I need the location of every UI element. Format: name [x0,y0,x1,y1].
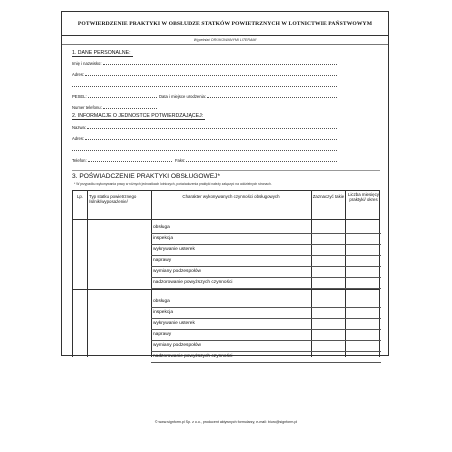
header-lp: Lp. [76,194,84,199]
footer: © www.signform.pl Sp. z o.o., producent aktywnych formularzy, e-mail: biuro@signform.pl [154,420,298,424]
activity-label: wymiany podzespołów [153,269,201,274]
activity-row[interactable] [151,267,381,278]
activity-row[interactable] [151,330,381,341]
unit-fax-field[interactable] [175,157,337,163]
pesel-label: PESEL: [72,94,87,99]
birth-field[interactable] [159,93,337,99]
phone-field[interactable] [72,104,157,110]
activity-label: obsługa [153,299,170,304]
unit-address-field-2[interactable] [72,146,337,151]
pesel-field[interactable] [72,93,157,99]
unit-fax-label: Faks: [175,158,186,163]
name-field[interactable] [72,60,337,66]
activity-label: inspekcja [153,310,173,315]
section1-heading: 1. DANE PERSONALNE: [72,50,131,56]
activity-label: naprawy [153,258,172,263]
activity-row[interactable] [151,245,381,256]
activity-row[interactable] [151,352,381,363]
header-type: Typ statku powietrznego /silnik/wyposażenie/ [89,194,137,204]
unit-name-field[interactable] [72,124,337,130]
activity-label: nadzorowanie powyższych czynności [153,280,233,285]
fill-note: Wypełniać DRUKOWANYMI LITERAMI [62,37,388,45]
address-field[interactable] [72,71,337,77]
activity-label: inspekcja [153,236,173,241]
activity-label: naprawy [153,332,172,337]
activity-row[interactable] [151,234,381,245]
header-character: Charakter wykonywanych czynności obsługowych [182,194,280,199]
activity-row[interactable] [151,319,381,330]
form-title: POTWIERDZENIE PRAKTYKI W OBSŁUDZE STATKÓW POWIETRZNYCH W LOTNICTWIE PAŃSTWOWYM [62,12,388,36]
address-field-2[interactable] [72,82,337,87]
birth-label: Data i miejsce urodzenia: [159,94,207,99]
name-label: Imię i nazwisko: [72,61,102,66]
activity-label: wymiany podzespołów [153,343,201,348]
activity-row[interactable] [151,256,381,267]
activity-label: wykrywanie usterek [153,321,195,326]
activity-row[interactable] [151,278,381,289]
address-label: Adres: [72,72,85,77]
section-divider [72,170,380,171]
unit-address-label: Adres: [72,136,85,141]
unit-name-label: Nazwa: [72,125,86,130]
activity-row[interactable] [151,223,381,234]
activity-label: obsługa [153,225,170,230]
section2-heading: 2. INFORMACJE O JEDNOSTCE POTWIERDZAJĄCEJ: [72,113,204,119]
activity-row[interactable] [151,308,381,319]
form-page [61,11,389,359]
group-divider [73,289,379,290]
activity-row[interactable] [151,341,381,352]
activity-row[interactable] [151,297,381,308]
section3-note: * W przypadku wykonywania pracy w różnych jednostkach lotniczych, poświadczenia praktyki należy załączyć na oddzielnych stronach. [74,182,272,186]
practice-table [72,190,380,357]
activity-label: nadzorowanie powyższych czynności [153,354,233,359]
unit-address-field[interactable] [72,135,337,141]
phone-label: Numer telefonu: [72,105,102,110]
unit-phone-field[interactable] [72,157,172,163]
header-charged: Zaznaczyć takie [312,194,345,199]
header-months: Liczba miesięcy praktyki/ okres [348,192,379,202]
activity-label: wykrywanie usterek [153,247,195,252]
unit-phone-label: Telefon: [72,158,87,163]
section3-heading: 3. POŚWIADCZENIE PRAKTYKI OBSŁUGOWEJ* [72,173,221,180]
